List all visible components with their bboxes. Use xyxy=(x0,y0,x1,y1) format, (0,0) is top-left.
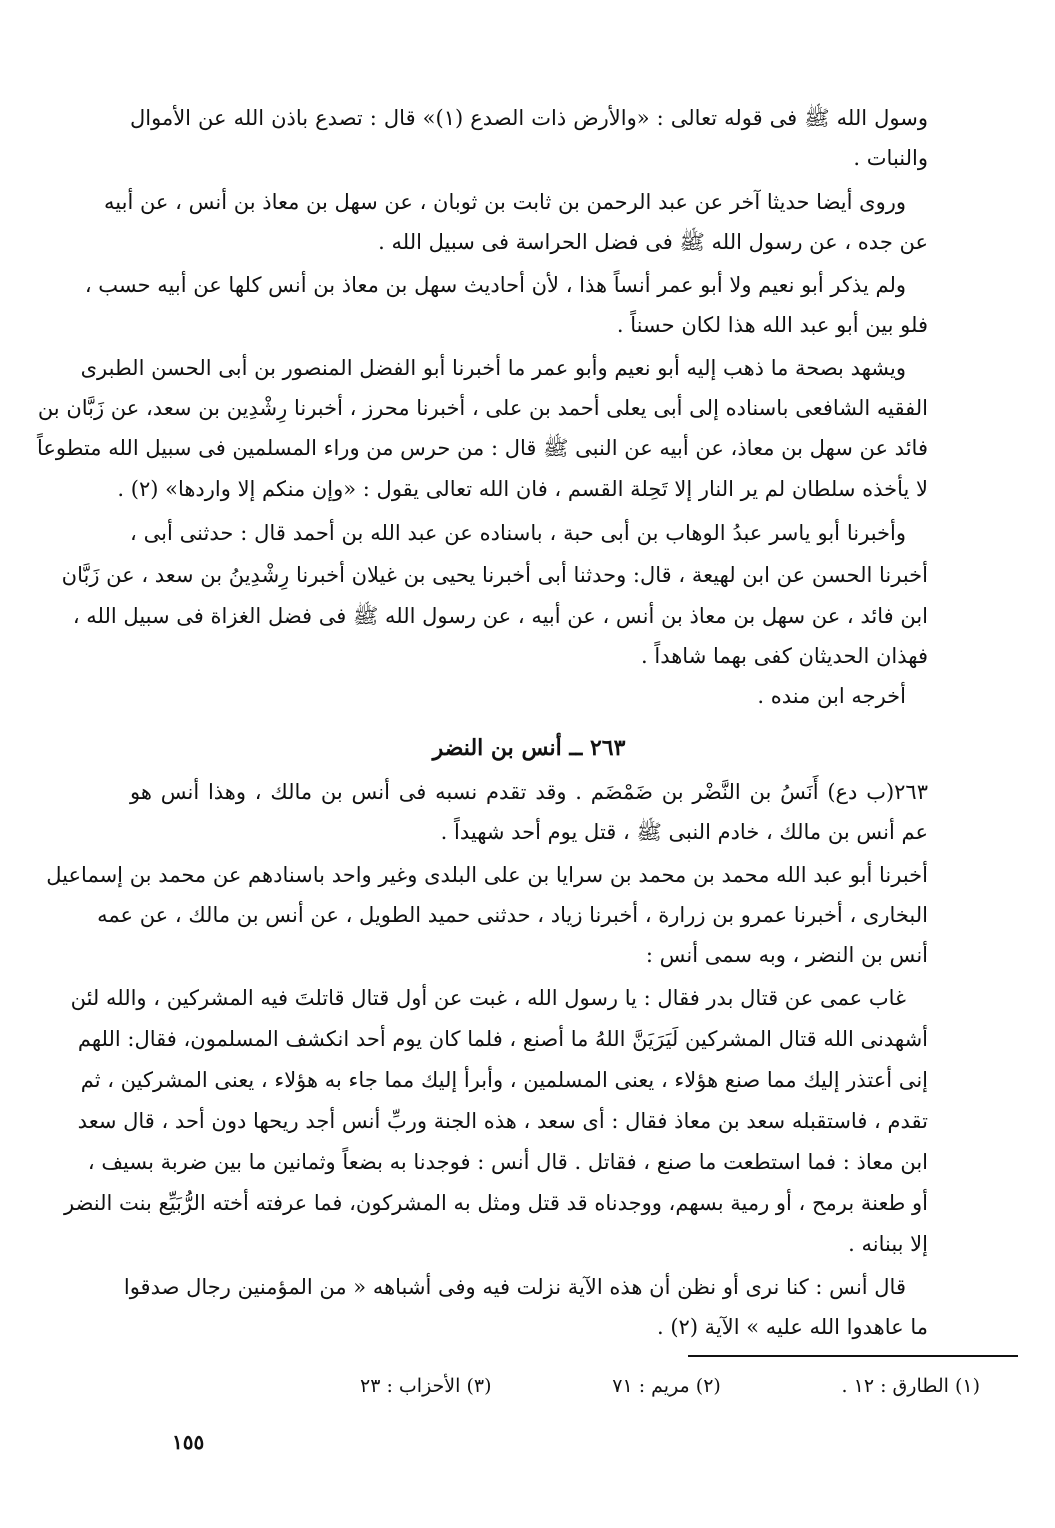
section-line: ٢٦٣(ب دع) أَنَسُ بن النَّضْر بن ضَمْضَم . وقد تقدم نسبه فى أنس بن مالك ، وهذا أنس هو xyxy=(130,780,928,804)
body-line: ويشهد بصحة ما ذهب إليه أبو نعيم وأبو عمر ما أخبرنا أبو الفضل المنصور بن أبى الحسن الطبرى xyxy=(80,356,906,380)
section-line: البخارى ، أخبرنا عمرو بن زرارة ، أخبرنا زياد ، حدثنى حميد الطويل ، عن أنس بن مالك ، عن عمه xyxy=(97,903,928,927)
body-line: وروى أيضا حديثا آخر عن عبد الرحمن بن ثابت بن ثوبان ، عن سهل بن معاذ بن أنس ، عن أبيه xyxy=(104,190,906,214)
body-line: ابن فائد ، عن سهل بن معاذ بن أنس ، عن أبيه ، عن رسول الله ﷺ فى فضل الغزاة فى سبيل الله ، xyxy=(72,604,928,628)
body-line: عن جده ، عن رسول الله ﷺ فى فضل الحراسة فى سبيل الله . xyxy=(378,230,928,254)
body-line: فهذان الحديثان كفى بهما شاهداً . xyxy=(641,644,928,668)
section-line: أشهدنى الله قتال المشركين لَيَرَيَنَّ اللهُ ما أصنع ، فلما كان يوم أحد انكشف المسلمون، فقال: اللهم xyxy=(77,1027,928,1051)
footnote-1: (١) الطارق : ١٢ . xyxy=(841,1375,980,1397)
body-line: ولم يذكر أبو نعيم ولا أبو عمر أنساً هذا ، لأن أحاديث سهل بن معاذ بن أنس كلها عن أبيه حسب ، xyxy=(84,273,906,297)
section-line: إنى أعتذر إليك مما صنع هؤلاء ، يعنى المسلمين ، وأبرأ إليك مما جاء به هؤلاء ، يعنى المشركين ، ثم xyxy=(80,1068,928,1092)
body-line: والنبات . xyxy=(853,146,928,170)
section-line: قال أنس : كنا نرى أو نظن أن هذه الآية نزلت فيه وفى أشباهه « من المؤمنين رجال صدقوا xyxy=(123,1275,906,1299)
body-line: الفقيه الشافعى باسناده إلى أبى يعلى أحمد بن على ، أخبرنا محرز ، أخبرنا رِشْدِين بن سعد، عن زَبَّان بن xyxy=(37,396,928,420)
body-line: أخرجه ابن منده . xyxy=(757,684,906,708)
section-line: إلا ببنانه . xyxy=(848,1232,928,1256)
body-line: لا يأخذه سلطان لم ير النار إلا تَحِلة القسم ، فان الله تعالى يقول : «وإن منكم إلا واردها» (٢) . xyxy=(117,477,928,501)
body-line: فلو بين أبو عبد الله هذا لكان حسناً . xyxy=(616,313,928,337)
section-line: ابن معاذ : فما استطعت ما صنع ، فقاتل . قال أنس : فوجدنا به بضعاً وثمانين ما بين ضربة بسيف ، xyxy=(87,1150,928,1174)
section-line: ما عاهدوا الله عليه » الآية (٢) . xyxy=(656,1315,928,1339)
body-line: أخبرنا الحسن عن ابن لهيعة ، قال: وحدثنا أبى أخبرنا يحيى بن غيلان أخبرنا رِشْدِينُ بن سعد ، عن زَبَّان xyxy=(61,563,928,587)
section-line: أنس بن النضر ، وبه سمى أنس : xyxy=(645,943,928,967)
page-number: ١٥٥ xyxy=(172,1430,205,1454)
footnote-3: (٣) الأحزاب : ٢٣ xyxy=(360,1375,492,1397)
body-line: فائد عن سهل بن معاذ، عن أبيه عن النبى ﷺ قال : من حرس من وراء المسلمين فى سبيل الله متطوعاً xyxy=(36,436,928,460)
section-line: عم أنس بن مالك ، خادم النبى ﷺ ، قتل يوم أحد شهيداً . xyxy=(440,820,928,844)
body-line: وأخبرنا أبو ياسر عبدُ الوهاب بن أبى حبة ، باسناده عن عبد الله بن أحمد قال : حدثنى أبى ، xyxy=(130,521,906,545)
body-line: وسول الله ﷺ فى قوله تعالى : «والأرض ذات الصدع (١)» قال : تصدع باذن الله عن الأموال xyxy=(130,106,929,130)
section-line: غاب عمى عن قتال بدر فقال : يا رسول الله ، غبت عن أول قتال قاتلتَ فيه المشركين ، والله لئن xyxy=(70,986,906,1010)
section-line: أو طعنة برمح ، أو رمية بسهم، ووجدناه قد قتل ومثل به المشركون، فما عرفته أخته الرُّبَيِّع بنت النضر xyxy=(64,1191,928,1215)
footnotes xyxy=(360,1372,980,1400)
footnote-2: (٢) مريم : ٧١ xyxy=(612,1375,721,1397)
section-heading: ٢٦٣ ــ أنس بن النضر xyxy=(432,735,626,761)
section-line: تقدم ، فاستقبله سعد بن معاذ فقال : أى سعد ، هذه الجنة وربِّ أنس أجد ريحها دون أحد ، قال سعد xyxy=(77,1109,928,1133)
footnote-divider xyxy=(688,1355,1018,1357)
section-line: أخبرنا أبو عبد الله محمد بن محمد بن سرايا بن على البلدى وغير واحد باسنادهم عن محمد بن إسماعيل xyxy=(46,863,928,887)
